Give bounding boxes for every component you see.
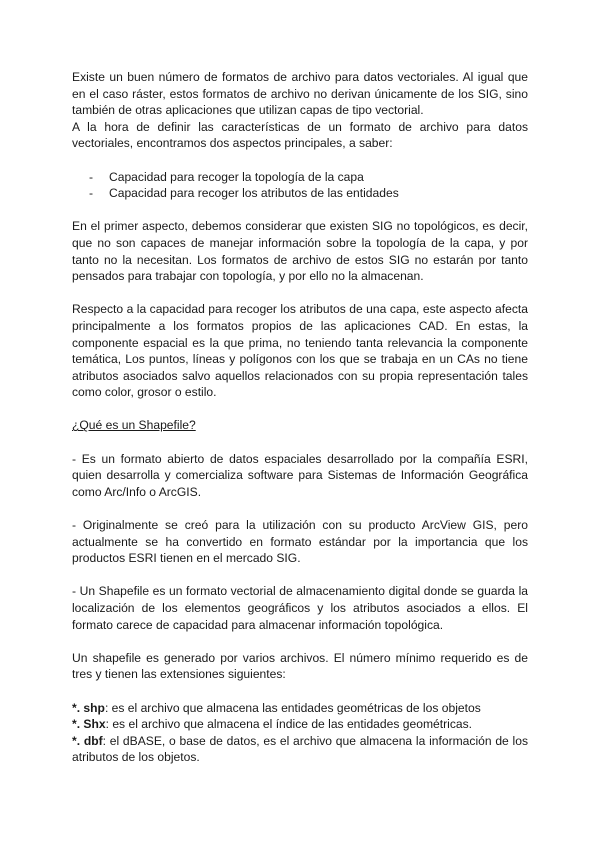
- extension-description: : es el archivo que almacena el índice de las entidades geométricas.: [105, 717, 472, 732]
- shapefile-paragraph-4: Un shapefile es generado por varios archivos. El número mínimo requerido es de tres y tienen las extensiones siguientes:: [72, 650, 528, 682]
- list-item: [72, 185, 528, 202]
- shapefile-paragraph-1: - Es un formato abierto de datos espaciales desarrollado por la compañía ESRI, quien desarrolla y comercializa software para Sistemas de Información Geográfica como Arc/Info o ArcGIS.: [72, 451, 528, 499]
- attributes-paragraph: Respecto a la capacidad para recoger los atributos de una capa, este aspecto afecta principalmente a los formatos propios de las aplicaciones CAD. En estas, la componente espacial es la que prima, no teniendo tanta relevancia la componente temática, Los puntos, líneas y polígonos con los que se trabaja en un CAs no tiene atributos asociados salvo aquellos relacionados con su propia representación tales como color, grosor o estilo.: [72, 302, 528, 400]
- extension-name: *. shp: [72, 700, 105, 715]
- list-item-text: Capacidad para recoger la topología de la capa: [109, 169, 364, 184]
- spacer: [72, 500, 528, 517]
- spacer: [72, 683, 528, 700]
- list-item: [72, 169, 528, 186]
- spacer: [72, 202, 528, 219]
- dash-bullet: -: [89, 169, 94, 184]
- extension-name: *. dbf: [72, 733, 103, 748]
- shapefile-paragraph-3: - Un Shapefile es un formato vectorial de almacenamiento digital donde se guarda la localización de los elementos geográficos y los atributos asociados a ellos. El formato carece de capacidad para almacenar información topológica.: [72, 584, 528, 632]
- extension-description: : el dBASE, o base de datos, es el archivo que almacena la información de los atributos de los objetos.: [72, 733, 528, 765]
- intro-paragraph-2: A la hora de definir las características de un formato de archivo para datos vectoriales, encontramos dos aspectos principales, a saber:: [72, 119, 528, 151]
- list-item: [72, 716, 528, 733]
- spacer: [72, 285, 528, 302]
- aspects-list: [72, 169, 528, 202]
- list-item: [72, 700, 528, 717]
- topology-paragraph: En el primer aspecto, debemos considerar que existen SIG no topológicos, es decir, que no son capaces de manejar información sobre la topología de la capa, y por tanto no la necesitan. Los formatos de archivo de estos SIG no estarán por tanto pensados para trabajar con topología, y por ello no la almacenan.: [72, 219, 528, 284]
- extensions-list: [72, 700, 528, 766]
- extension-description: : es el archivo que almacena las entidades geométricas de los objetos: [104, 700, 481, 715]
- dash-bullet: -: [89, 186, 94, 201]
- spacer: [72, 401, 528, 418]
- intro-paragraph-1: Existe un buen número de formatos de archivo para datos vectoriales. Al igual que en el caso ráster, estos formatos de archivo no derivan únicamente de los SIG, sino también de otras aplicaciones que utilizan capas de tipo vectorial.: [72, 70, 528, 118]
- spacer: [72, 434, 528, 451]
- shapefile-paragraph-2: - Originalmente se creó para la utilización con su producto ArcView GIS, pero actualmente se ha convertido en formato estándar por la importancia que los productos ESRI tienen en el mercado SIG.: [72, 518, 528, 566]
- spacer: [72, 567, 528, 584]
- list-item-text: Capacidad para recoger los atributos de las entidades: [109, 186, 399, 201]
- shapefile-heading: ¿Qué es un Shapefile?: [72, 418, 196, 433]
- spacer: [72, 152, 528, 169]
- spacer: [72, 633, 528, 650]
- list-item: [72, 733, 528, 766]
- extension-name: *. Shx: [72, 717, 106, 732]
